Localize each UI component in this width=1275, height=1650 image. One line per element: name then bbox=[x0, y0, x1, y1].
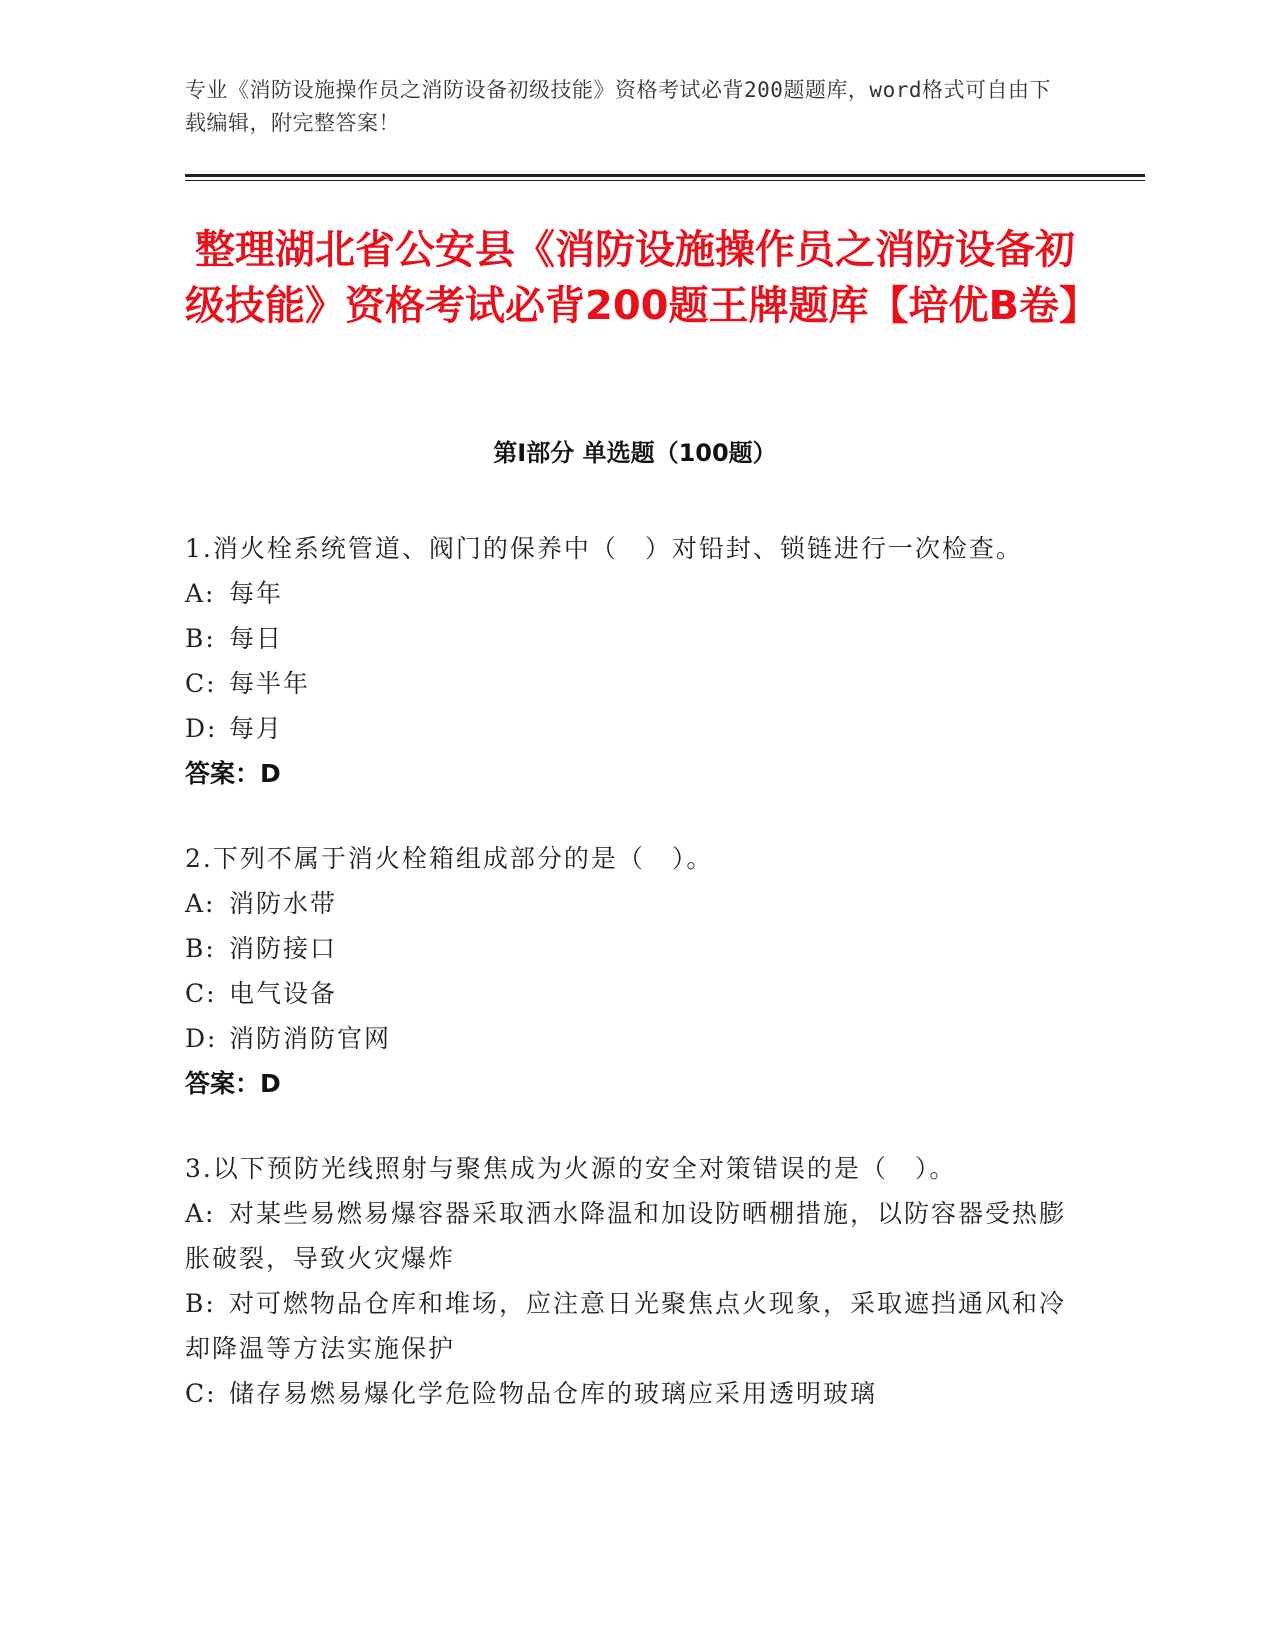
option-key: A: bbox=[185, 889, 216, 918]
option-text: 对某些易燃易爆容器采取洒水降温和加设防晒棚措施，以防容器受热膨胀破裂，导致火灾爆炸 bbox=[185, 1199, 1067, 1273]
option-key: C: bbox=[185, 669, 217, 698]
option-a bbox=[185, 1191, 1075, 1281]
option-b bbox=[185, 926, 1075, 971]
option-text: 每日 bbox=[229, 624, 284, 653]
option-key: B: bbox=[185, 624, 216, 653]
option-d bbox=[185, 1016, 1075, 1061]
question-3 bbox=[185, 1146, 1075, 1416]
option-key: D: bbox=[185, 1024, 218, 1053]
answer-line: 答案：D bbox=[185, 1069, 281, 1098]
option-key: B: bbox=[185, 934, 216, 963]
option-key: C: bbox=[185, 1379, 217, 1408]
option-b bbox=[185, 616, 1075, 661]
option-text: 消防消防官网 bbox=[229, 1024, 392, 1053]
option-d bbox=[185, 706, 1075, 751]
option-c bbox=[185, 1371, 1075, 1416]
question-stem: 2.下列不属于消火栓箱组成部分的是（ ）。 bbox=[185, 844, 714, 873]
option-key: D: bbox=[185, 714, 218, 743]
option-key: A: bbox=[185, 1199, 216, 1228]
option-key: C: bbox=[185, 979, 217, 1008]
document-title: 整理湖北省公安县《消防设施操作员之消防设备初级技能》资格考试必背200题王牌题库【培优B卷】 bbox=[185, 227, 1099, 329]
question-1 bbox=[185, 526, 1075, 796]
header-note: 专业《消防设施操作员之消防设备初级技能》资格考试必背200题题库，word格式可自由下载编辑，附完整答案！ bbox=[185, 78, 1051, 135]
option-text: 每月 bbox=[229, 714, 284, 743]
option-text: 电气设备 bbox=[229, 979, 338, 1008]
question-list bbox=[185, 526, 1075, 1456]
option-b bbox=[185, 1281, 1075, 1371]
question-stem: 3.以下预防光线照射与聚焦成为火源的安全对策错误的是（ ）。 bbox=[185, 1154, 957, 1183]
option-text: 消防接口 bbox=[229, 934, 338, 963]
header-rule-thick bbox=[185, 174, 1145, 177]
option-c bbox=[185, 971, 1075, 1016]
answer-line: 答案：D bbox=[185, 759, 281, 788]
option-key: B: bbox=[185, 1289, 216, 1318]
header-rule-thin bbox=[185, 180, 1145, 181]
option-a bbox=[185, 881, 1075, 926]
section-heading: 第I部分 单选题（100题） bbox=[493, 439, 777, 467]
question-2 bbox=[185, 836, 1075, 1106]
option-text: 消防水带 bbox=[229, 889, 338, 918]
option-text: 储存易燃易爆化学危险物品仓库的玻璃应采用透明玻璃 bbox=[229, 1379, 878, 1408]
option-a bbox=[185, 571, 1075, 616]
option-text: 每年 bbox=[229, 579, 284, 608]
option-key: A: bbox=[185, 579, 216, 608]
option-c bbox=[185, 661, 1075, 706]
option-text: 每半年 bbox=[229, 669, 311, 698]
question-stem: 1.消火栓系统管道、阀门的保养中（ ）对铅封、锁链进行一次检查。 bbox=[185, 534, 1023, 563]
option-text: 对可燃物品仓库和堆场，应注意日光聚焦点火现象，采取遮挡通风和冷却降温等方法实施保护 bbox=[185, 1289, 1067, 1363]
